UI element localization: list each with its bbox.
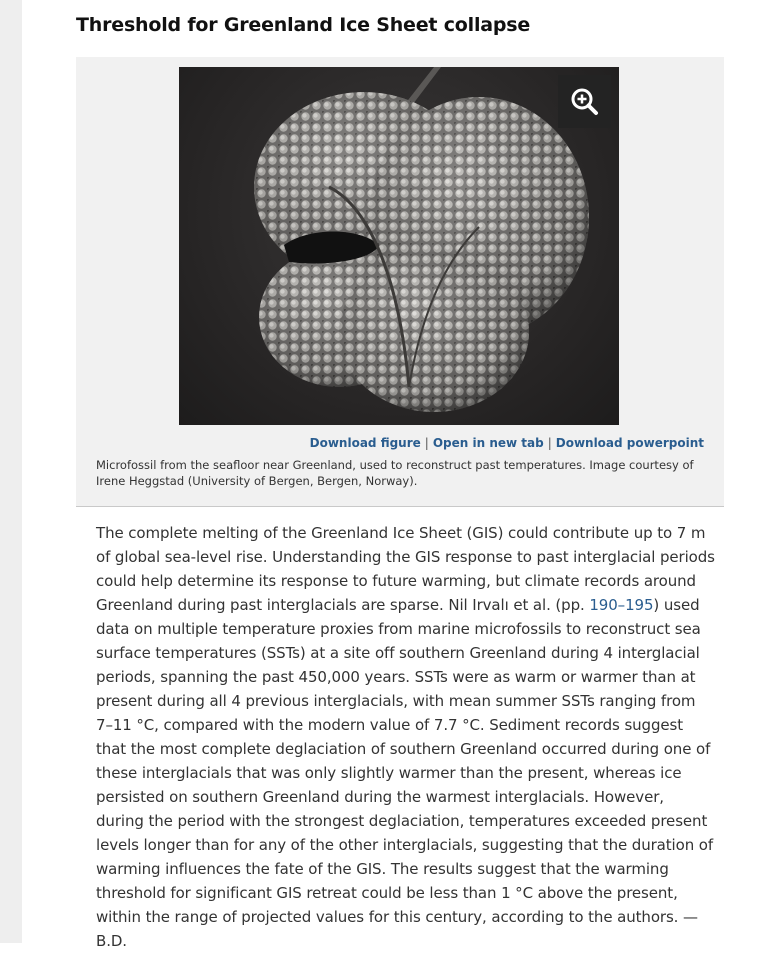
figure-panel: [76, 57, 724, 507]
download-figure-link[interactable]: Download figure: [309, 436, 421, 450]
body-text-part1: The complete melting of the Greenland Ice Sheet (GIS) could contribute up to 7 m of global sea-level rise. Understanding the GIS response to past interglacial periods could help determine its response to future warming, but climate records around Greenland during past interglacials are sparse. Nil Irvalı et al. (pp.: [96, 524, 715, 614]
body-text-part2: ) used data on multiple temperature proxies from marine microfossils to reconstruct sea surface temperatures (SSTs) at a site off southern Greenland during 4 interglacial periods, spanning the past 450,000 years. SSTs were as warm or warmer than at present during all 4 previous interglacials, with mean summer SSTs ranging from 7–11 °C, compared with the modern value of 7.7 °C. Sediment records suggest that the most complete deglaciation of southern Greenland occurred during one of these interglacials that was only slightly warmer than the present, whereas ice persisted on southern Greenland during the warmest interglacials. However, during the period with the strongest deglaciation, temperatures exceeded present levels longer than for any of the other interglacials, suggesting that the duration of warming influences the fate of the GIS. The results suggest that the warming threshold for significant GIS retreat could be less than 1 °C above the present, within the range of projected values for this century, according to the authors. — B.D.: [96, 596, 714, 950]
open-new-tab-link[interactable]: Open in new tab: [432, 436, 544, 450]
left-margin-bar: [0, 0, 22, 943]
article-body: [96, 521, 716, 953]
zoom-button[interactable]: [558, 75, 611, 128]
download-powerpoint-link[interactable]: Download powerpoint: [555, 436, 704, 450]
article-title: Threshold for Greenland Ice Sheet collapse: [76, 14, 531, 36]
article: [76, 0, 724, 953]
zoom-in-icon: [570, 87, 600, 117]
figure-caption: Microfossil from the seafloor near Greenland, used to reconstruct past temperatures. Image courtesy of Irene Heggstad (University of Bergen, Bergen, Norway).: [96, 458, 694, 488]
link-separator: |: [424, 436, 429, 450]
link-separator: |: [547, 436, 552, 450]
figure-image[interactable]: [179, 67, 619, 425]
page-range-link[interactable]: 190–195: [589, 596, 654, 614]
figure-links: [310, 436, 704, 450]
microfossil-illustration: [179, 67, 619, 425]
